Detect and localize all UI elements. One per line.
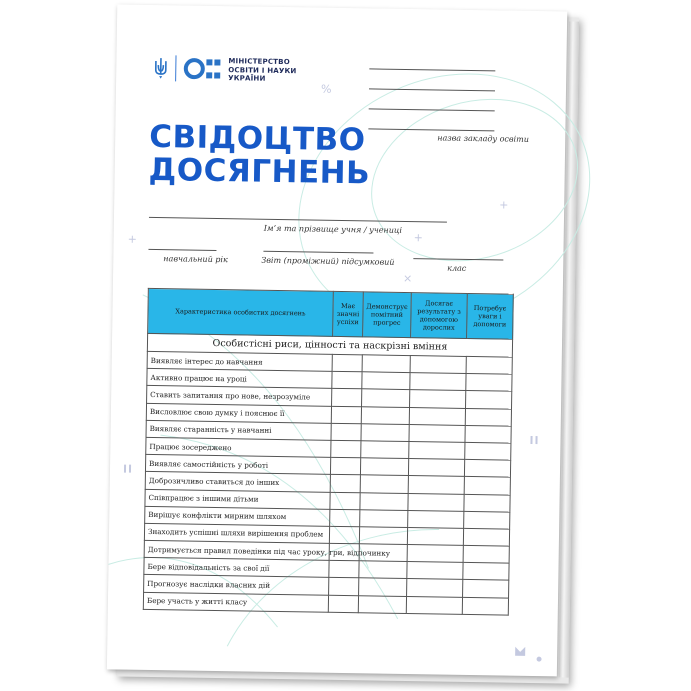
ministry-line: УКРАЇНИ: [228, 74, 266, 83]
mark-cell[interactable]: [462, 597, 508, 615]
mark-cell[interactable]: [463, 528, 509, 546]
certificate-page: [107, 4, 567, 676]
row-label: Бере участь у житті класу: [143, 592, 328, 612]
ministry-line: МІНІСТЕРСТВО: [228, 57, 290, 67]
mark-cell[interactable]: [407, 562, 463, 580]
mark-cell[interactable]: [465, 442, 511, 460]
mark-cell[interactable]: [328, 595, 358, 613]
mark-cell[interactable]: [330, 475, 360, 493]
mark-cell[interactable]: [360, 509, 408, 527]
mark-cell[interactable]: [361, 424, 409, 442]
row-label: Виявляє інтерес до навчання: [147, 351, 332, 371]
achievements-table: [143, 288, 514, 616]
mark-cell[interactable]: [409, 441, 465, 459]
mark-cell[interactable]: [409, 407, 465, 425]
trident-emblem-icon: [154, 57, 167, 79]
mark-cell[interactable]: [331, 440, 361, 458]
achievements-table-wrapper: [143, 288, 513, 616]
mark-cell[interactable]: [408, 459, 464, 477]
mark-cell[interactable]: [330, 492, 360, 510]
mark-cell[interactable]: [332, 372, 362, 390]
school-year-caption: навчальний рік: [163, 254, 228, 265]
mark-cell[interactable]: [408, 510, 464, 528]
mark-cell[interactable]: [408, 493, 464, 511]
row-label: Виявляє старанність у навчанні: [146, 420, 331, 440]
mark-cell[interactable]: [465, 425, 511, 443]
class-caption: клас: [447, 263, 467, 273]
mark-cell[interactable]: [332, 354, 362, 372]
booklet: [107, 4, 579, 683]
ministry-name: [228, 57, 328, 84]
mark-cell[interactable]: [408, 476, 464, 494]
mark-cell[interactable]: [463, 580, 509, 598]
page-title: [148, 118, 409, 192]
mark-cell[interactable]: [330, 457, 360, 475]
mark-cell[interactable]: [466, 356, 512, 374]
student-name-caption: Ім’я та прізвище учня / учениці: [263, 223, 403, 235]
mark-cell[interactable]: [358, 595, 406, 613]
row-label: Дотримується правил поведінки під час уроку, гри, відпочинку: [144, 540, 329, 560]
mark-cell[interactable]: [359, 561, 407, 579]
mark-cell[interactable]: [330, 509, 360, 527]
mark-cell[interactable]: [329, 561, 359, 579]
mark-cell[interactable]: [464, 511, 510, 529]
mark-cell[interactable]: [359, 578, 407, 596]
mark-cell[interactable]: [329, 526, 359, 544]
mark-cell[interactable]: [406, 596, 462, 614]
row-label: Прогнозує наслідки власних дій: [144, 575, 329, 595]
mark-cell[interactable]: [329, 578, 359, 596]
row-label: Вирішує конфлікти мирним шляхом: [145, 506, 330, 526]
column-header: Має значні успіхи: [333, 291, 364, 336]
mark-cell[interactable]: [410, 390, 466, 408]
title-line-1: СВІДОЦТВО: [148, 118, 366, 159]
row-label: Висловлює свою думку і пояснює її: [146, 403, 331, 423]
mark-cell[interactable]: [464, 460, 510, 478]
row-label: Знаходить успішні шляхи вирішення проблем: [144, 523, 329, 543]
row-label: Доброзичливо ставиться до інших: [145, 472, 330, 492]
row-label: Бере відповідальність за свої дії: [144, 558, 329, 578]
mark-cell[interactable]: [331, 423, 361, 441]
mark-cell[interactable]: [407, 579, 463, 597]
mark-cell[interactable]: [410, 373, 466, 391]
row-label: Активно працює на уроці: [147, 369, 332, 389]
row-label: Співпрацює з іншими дітьми: [145, 489, 330, 509]
svg-text:+: +: [413, 231, 423, 245]
mark-cell[interactable]: [409, 424, 465, 442]
mark-cell[interactable]: [407, 545, 463, 563]
mark-cell[interactable]: [465, 408, 511, 426]
mark-cell[interactable]: [410, 356, 466, 374]
mark-cell[interactable]: [361, 406, 409, 424]
section-title: Особистісні риси, цінності та наскрізні вміння: [147, 333, 512, 357]
mark-cell[interactable]: [362, 355, 410, 373]
mark-cell[interactable]: [359, 527, 407, 545]
table-header-row: [148, 288, 514, 339]
mark-cell[interactable]: [360, 458, 408, 476]
row-label: Виявляє самостійність у роботі: [145, 455, 330, 475]
title-line-2: ДОСЯГНЕНЬ: [148, 151, 371, 192]
svg-text:+: +: [499, 198, 509, 212]
mark-cell[interactable]: [362, 372, 410, 390]
mark-cell[interactable]: [332, 389, 362, 407]
mark-cell[interactable]: [463, 545, 509, 563]
ministry-line: ОСВІТИ І НАУКИ: [228, 65, 297, 75]
report-type-caption: Звіт (проміжний) підсумковий: [261, 255, 395, 267]
mark-cell[interactable]: [463, 563, 509, 581]
column-header: Потребує уваги і допомоги: [467, 293, 514, 339]
mark-cell[interactable]: [464, 477, 510, 495]
mark-cell[interactable]: [360, 475, 408, 493]
row-label: Ставить запитання про нове, незрозуміле: [147, 386, 332, 406]
mark-cell[interactable]: [407, 527, 463, 545]
ministry-logo-icon: [184, 55, 222, 82]
mark-cell[interactable]: [466, 374, 512, 392]
mark-cell[interactable]: [361, 441, 409, 459]
mark-cell[interactable]: [331, 406, 361, 424]
column-header: Характеристика особистих досягнень: [148, 288, 334, 336]
svg-text:%: %: [320, 82, 332, 96]
mark-cell[interactable]: [360, 492, 408, 510]
column-header: Досягає результату з допомогою дорослих: [411, 293, 468, 339]
mark-cell[interactable]: [464, 494, 510, 512]
mark-cell[interactable]: [362, 389, 410, 407]
school-name-caption: назва закладу освіти: [437, 133, 529, 144]
column-header: Демонструє помітний прогрес: [363, 292, 412, 338]
svg-text:+: +: [127, 232, 137, 246]
row-label: Працює зосереджено: [146, 437, 331, 457]
svg-text:×: ×: [402, 271, 413, 286]
mark-cell[interactable]: [466, 391, 512, 409]
